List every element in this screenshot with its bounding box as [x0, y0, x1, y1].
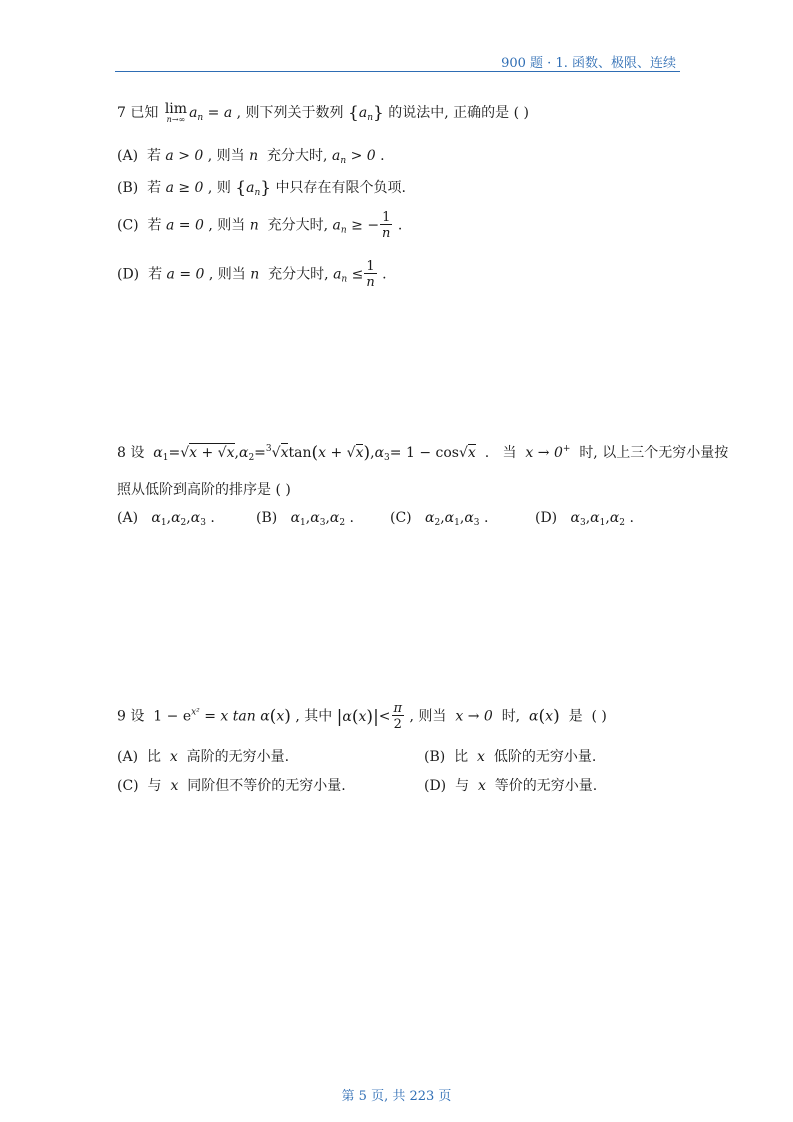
choice-8c: (C) $\alpha_2,\alpha_1,\alpha_3$ .: [390, 510, 489, 528]
cbrt-expression: $^3$√x: [265, 444, 289, 461]
answer-blank: ( ): [513, 105, 530, 121]
choice-8a: (A) $\alpha_1,\alpha_2,\alpha_3$ .: [117, 510, 215, 528]
abs-alpha: |α(x)|: [336, 706, 379, 727]
question-number: 8: [117, 445, 126, 461]
page-footer: 第 5 页, 共 223 页: [341, 1089, 452, 1104]
limit-expression: lim n→∞: [164, 101, 188, 124]
question-8-line2: 照从低阶到高阶的排序是 ( ): [117, 482, 291, 498]
choice-8b: (B) $\alpha_1,\alpha_3,\alpha_2$ .: [256, 510, 354, 528]
question-9-stem: 9 设 $1 - e^{x^2} = x$ tan α(x) , 其中 |α(x)|< $\frac{\pi}{2}$ , 则当 x → 0 时, α(x) 是 ( ): [117, 701, 607, 732]
sqrt-expression: √x + √x: [180, 445, 235, 461]
question-8-stem: 8 设 $\alpha_1=√x + √x,\alpha_2=^3√xtan(x + √x),\alpha_3= 1 - \cos√x$ . 当 x → 0+ 时, 以上三个无穷小量按: [117, 443, 729, 463]
sequence-set: $\{a_n\}$: [348, 103, 384, 123]
question-number: 7: [117, 105, 126, 121]
answer-blank: ( ): [591, 708, 607, 725]
question-7-stem: 7 已知 lim n→∞ $a_n = a$ , 则下列关于数列 $\{a_n\}$ 的说法中, 正确的是 ( ): [117, 101, 530, 124]
choice-7b: (B) 若 a ≥ 0 , 则 $\{a_n\}$ 中只存在有限个负项.: [117, 178, 406, 198]
question-number: 9: [117, 708, 126, 725]
choice-7c: (C) 若 a = 0 , 则当 n 充分大时, $a_n$ ≥ − $\frac{1}{n}$ .: [117, 210, 403, 241]
choice-7d: (D) 若 a = 0 , 则当 n 充分大时, $a_n$ ≤ $\frac{1}{n}$ .: [117, 259, 387, 290]
choice-7a: (A) 若 a > 0 , 则当 n 充分大时, $a_n > 0$ .: [117, 148, 385, 166]
choice-9b: (B) 比 x 低阶的无穷小量.: [424, 749, 597, 765]
header-rule: [115, 71, 680, 72]
choice-9a: (A) 比 x 高阶的无穷小量.: [117, 749, 290, 765]
choice-9c: (C) 与 x 同阶但不等价的无穷小量.: [117, 778, 346, 794]
choice-9d: (D) 与 x 等价的无穷小量.: [424, 778, 598, 794]
choice-8d: (D) $\alpha_3,\alpha_1,\alpha_2$ .: [535, 510, 634, 528]
running-header: 900 题 · 1. 函数、极限、连续: [501, 56, 676, 71]
